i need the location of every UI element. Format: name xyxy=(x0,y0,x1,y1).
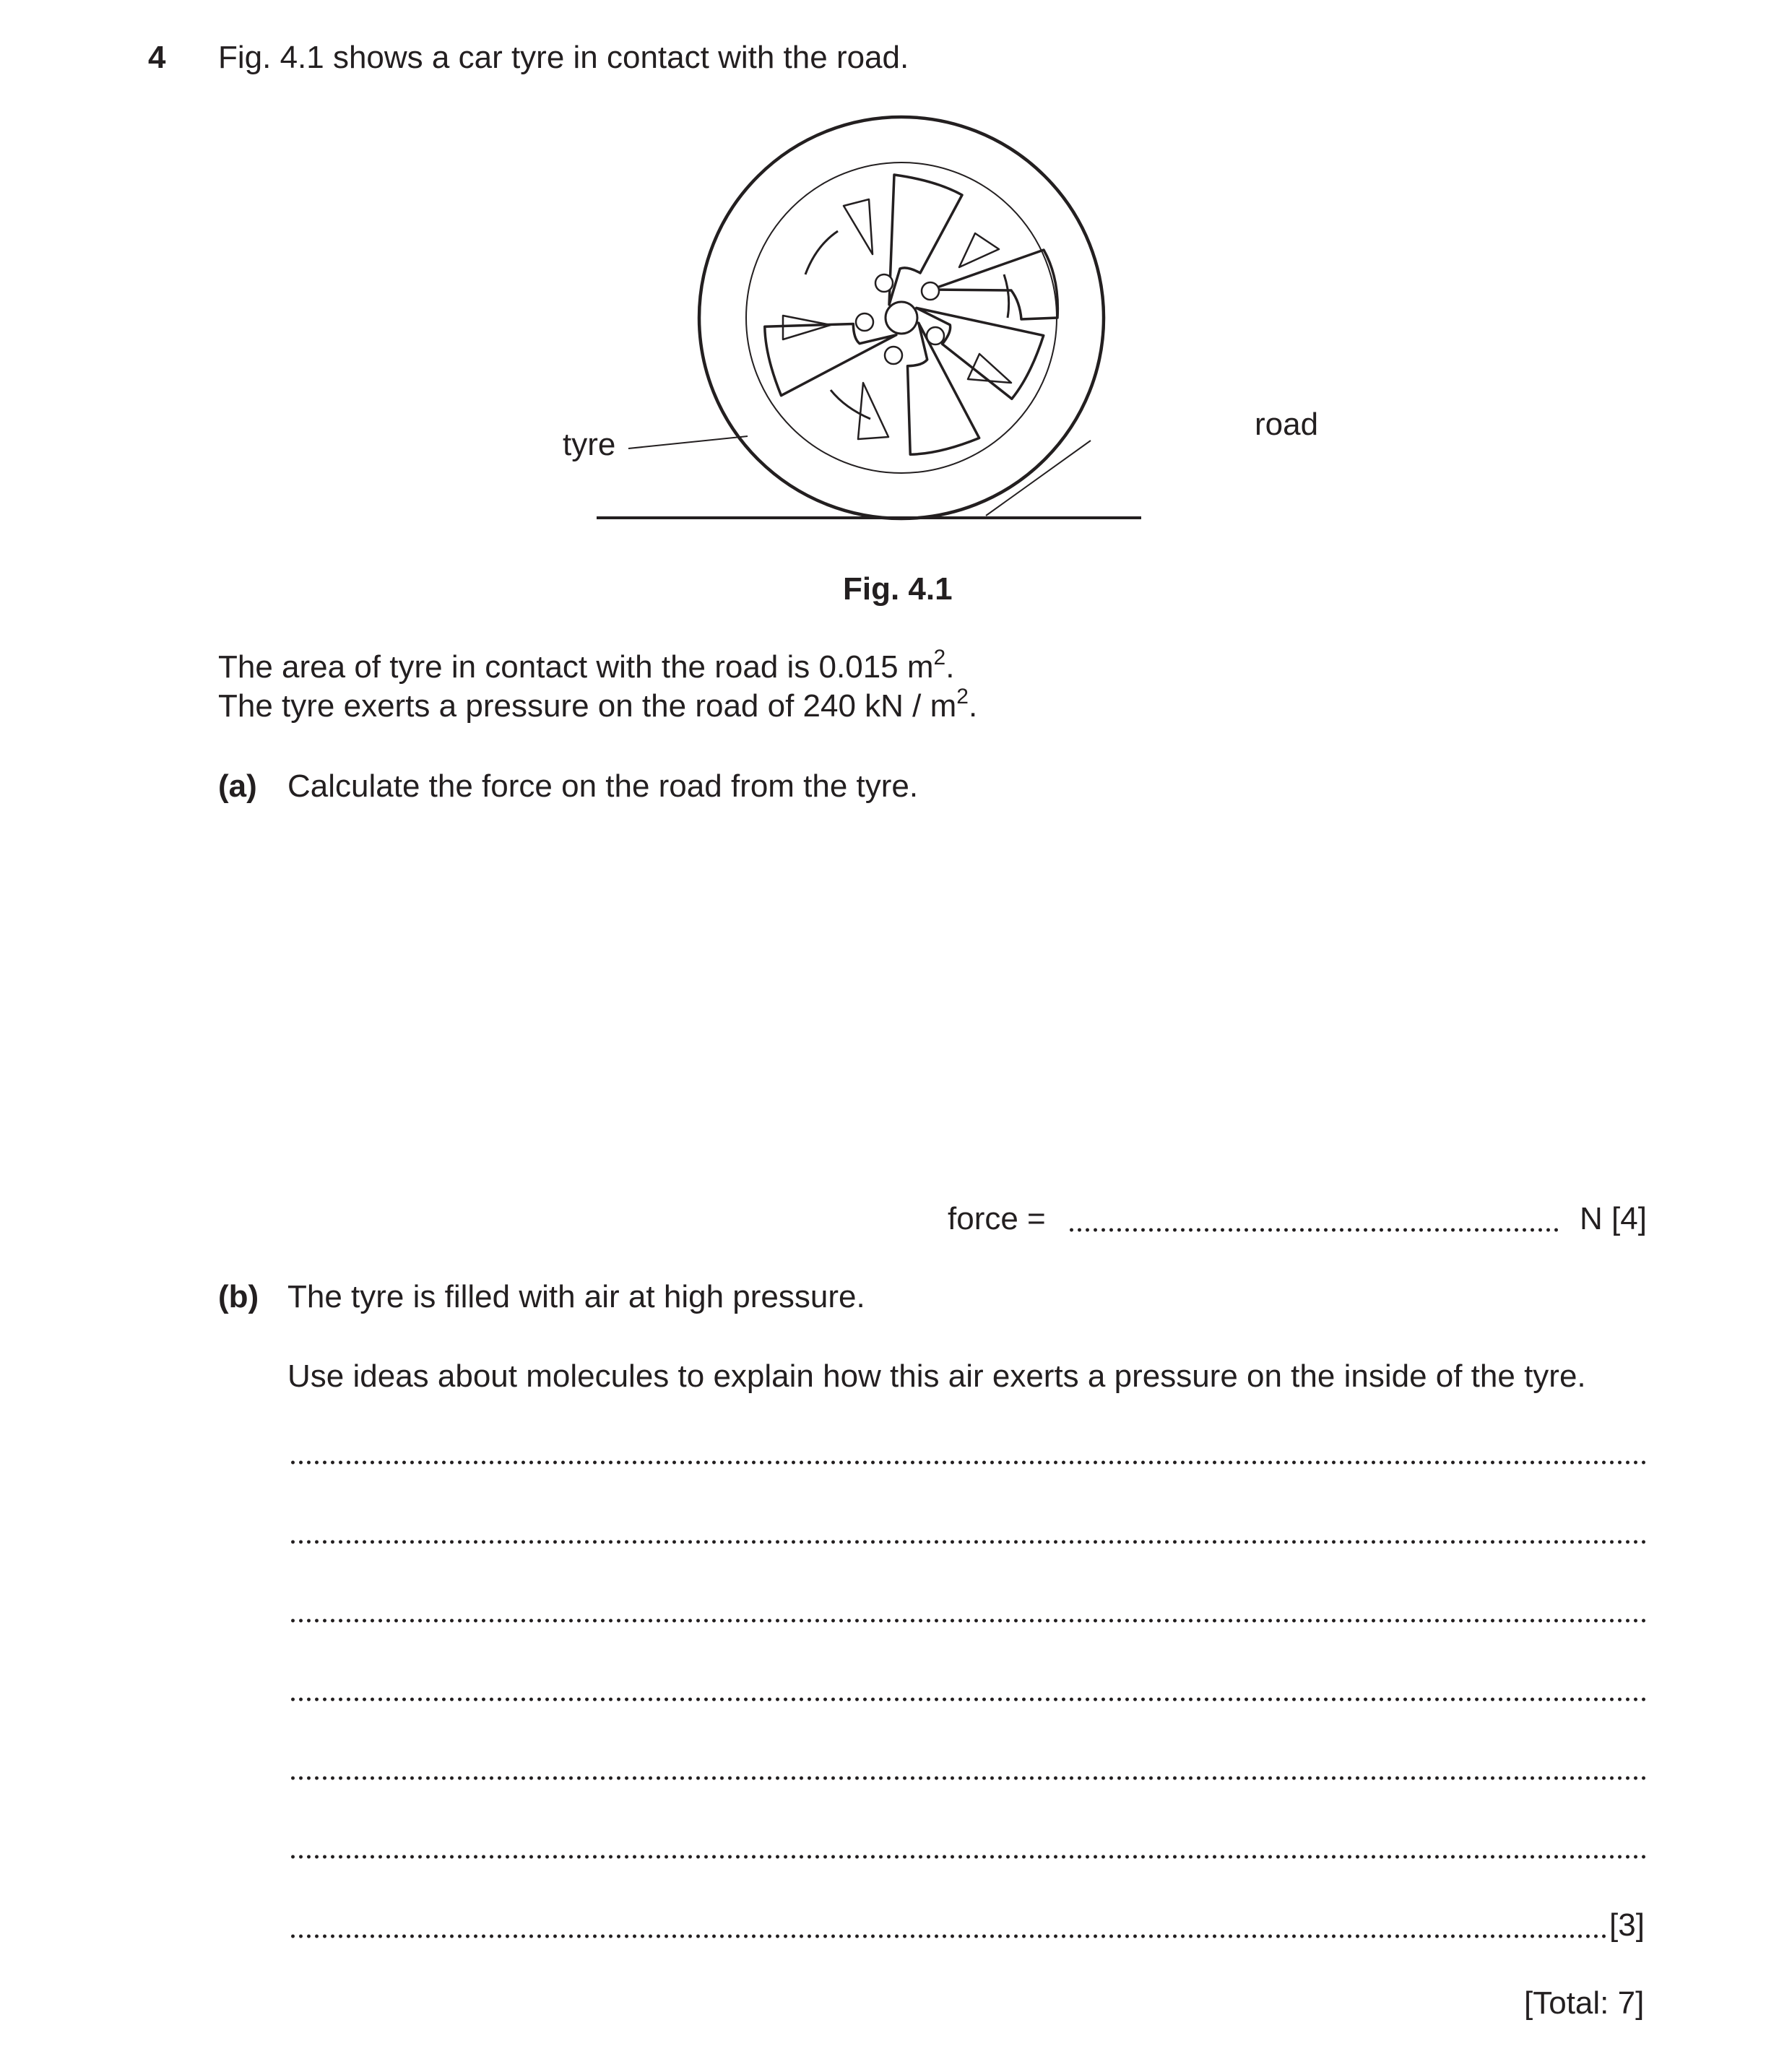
part-b-marks: [3] xyxy=(1609,1907,1645,1943)
wheel-hub xyxy=(886,302,917,334)
answer-line-4[interactable] xyxy=(289,1697,1648,1702)
answer-line-1[interactable] xyxy=(289,1460,1648,1465)
info-line-2-text: The tyre exerts a pressure on the road of 240 kN / m xyxy=(218,688,957,724)
answer-line-6[interactable] xyxy=(289,1855,1648,1859)
tyre-figure xyxy=(506,101,1445,563)
info-line-2 xyxy=(218,685,978,725)
question-intro: Fig. 4.1 shows a car tyre in contact with the road. xyxy=(218,40,909,75)
question-number: 4 xyxy=(148,40,166,75)
part-a-question: Calculate the force on the road from the tyre. xyxy=(287,768,919,804)
part-b-question: Use ideas about molecules to explain how this air exerts a pressure on the inside of the tyre. xyxy=(287,1358,1586,1394)
answer-line-7[interactable] xyxy=(289,1934,1609,1938)
road-leader-line xyxy=(986,441,1091,516)
answer-line-5[interactable] xyxy=(289,1776,1648,1780)
force-answer-line[interactable] xyxy=(1068,1228,1562,1232)
force-answer-prefix: force = xyxy=(948,1201,1046,1236)
part-a-label: (a) xyxy=(218,768,257,804)
force-answer-suffix: N [4] xyxy=(1580,1201,1647,1236)
road-label-text: road xyxy=(1255,407,1319,442)
tyre-label: tyre xyxy=(563,427,616,462)
answer-line-2[interactable] xyxy=(289,1540,1648,1544)
info-line-1-text: The area of tyre in contact with the road is 0.015 m xyxy=(218,649,934,685)
part-b-label: (b) xyxy=(218,1279,259,1314)
part-b-statement: The tyre is filled with air at high pressure. xyxy=(287,1279,865,1314)
info-line-1-sup: 2 xyxy=(933,646,946,670)
answer-line-3[interactable] xyxy=(289,1618,1648,1623)
info-line-1 xyxy=(218,646,955,686)
figure-caption: Fig. 4.1 xyxy=(843,571,953,607)
tyre-leader-line xyxy=(628,436,748,448)
info-line-2-end: . xyxy=(968,688,978,724)
info-line-2-sup: 2 xyxy=(956,685,969,709)
info-line-1-end: . xyxy=(945,649,955,685)
total-marks: [Total: 7] xyxy=(1524,1985,1645,2021)
